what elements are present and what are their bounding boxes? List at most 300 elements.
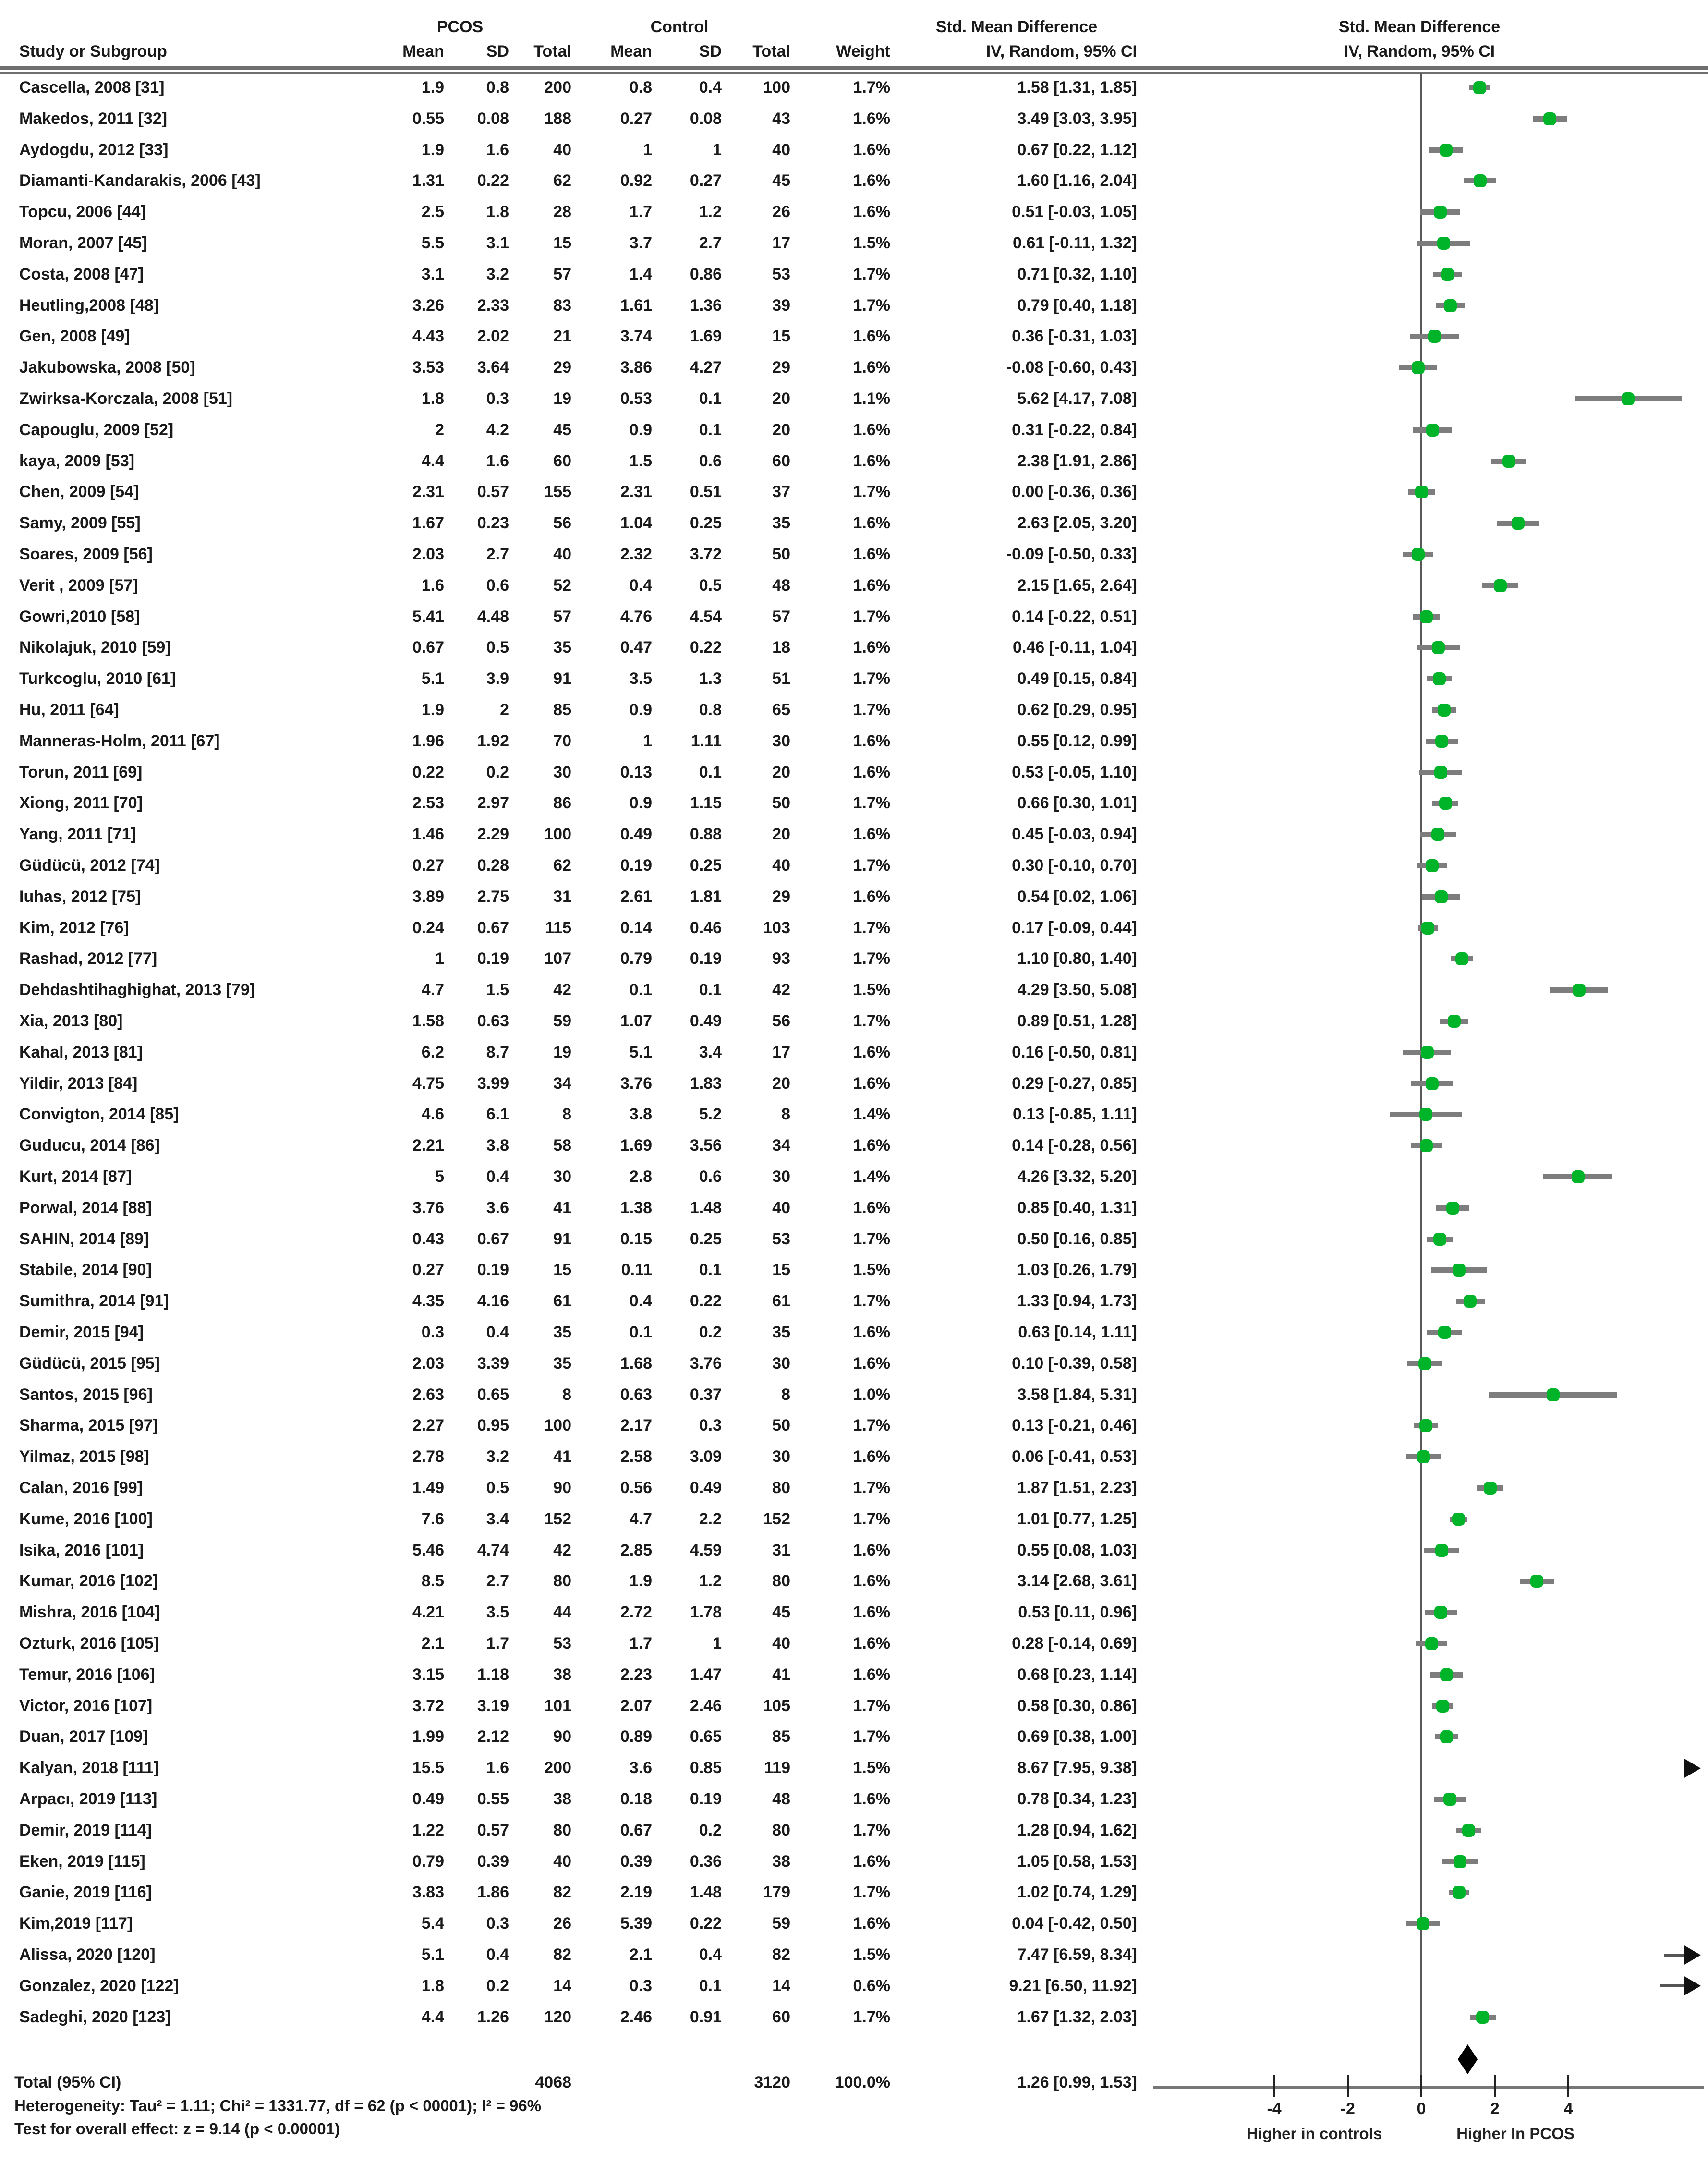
pcos-mean-cell: 3.15	[412, 1665, 444, 1684]
control-total-cell: 18	[772, 638, 790, 657]
smd-ci-cell: 2.15 [1.65, 2.64]	[1017, 576, 1137, 595]
smd-ci-cell: 0.14 [-0.28, 0.56]	[1012, 1136, 1137, 1155]
study-name-cell: Samy, 2009 [55]	[19, 514, 141, 533]
pcos-total-cell: 83	[553, 296, 571, 315]
control-mean-cell: 3.8	[629, 1105, 652, 1124]
control-mean-cell: 2.07	[620, 1696, 652, 1715]
pcos-sd-cell: 2	[500, 701, 509, 719]
control-total-cell: 14	[772, 1976, 790, 1995]
pcos-total-cell: 61	[553, 1292, 571, 1311]
control-sd-cell: 1.2	[699, 203, 722, 221]
point-estimate-marker	[1452, 1513, 1465, 1526]
control-sd-cell: 4.54	[690, 607, 722, 626]
control-total-cell: 30	[772, 731, 790, 750]
smd-ci-cell: -0.09 [-0.50, 0.33]	[1006, 545, 1137, 563]
pcos-mean-cell: 2.5	[421, 203, 444, 221]
study-row	[0, 165, 1708, 196]
smd-ci-cell: 1.28 [0.94, 1.62]	[1017, 1821, 1137, 1839]
pcos-sd-cell: 2.29	[477, 825, 509, 844]
study-row	[0, 1379, 1708, 1410]
pcos-total-cell: 120	[544, 2007, 571, 2026]
pcos-sd-cell: 0.39	[477, 1852, 509, 1871]
pcos-mean-cell: 4.43	[412, 327, 444, 346]
smd-ci-cell: 2.63 [2.05, 3.20]	[1017, 514, 1137, 533]
study-row	[0, 1970, 1708, 2002]
study-name-cell: Guducu, 2014 [86]	[19, 1136, 160, 1155]
pcos-total-cell: 41	[553, 1447, 571, 1466]
control-mean-cell: 3.76	[620, 1074, 652, 1093]
control-sd-cell: 0.1	[699, 1261, 722, 1279]
column-header-effect-ci: IV, Random, 95% CI	[986, 42, 1137, 61]
weight-cell: 0.6%	[853, 1976, 890, 1995]
control-sd-cell: 0.1	[699, 420, 722, 439]
smd-ci-cell: 0.36 [-0.31, 1.03]	[1012, 327, 1137, 346]
control-mean-cell: 0.13	[620, 763, 652, 781]
column-header-control-mean: Mean	[610, 42, 652, 61]
control-total-cell: 29	[772, 358, 790, 377]
control-mean-cell: 2.23	[620, 1665, 652, 1684]
pcos-total-cell: 45	[553, 420, 571, 439]
study-name-cell: Verit , 2009 [57]	[19, 576, 138, 595]
study-name-cell: Alissa, 2020 [120]	[19, 1945, 156, 1964]
group-header-pcos: PCOS	[436, 18, 484, 36]
pcos-mean-cell: 1	[435, 949, 444, 968]
control-mean-cell: 1.07	[620, 1012, 652, 1030]
control-sd-cell: 5.2	[699, 1105, 722, 1124]
x-axis-tick	[1567, 2075, 1569, 2097]
study-row	[0, 1752, 1708, 1784]
pcos-sd-cell: 3.8	[486, 1136, 509, 1155]
heterogeneity-text: Heterogeneity: Tau² = 1.11; Chi² = 1331.77, df = 62 (p < 00001); I² = 96%	[14, 2097, 542, 2115]
weight-cell: 1.6%	[853, 545, 890, 563]
weight-cell: 1.6%	[853, 451, 890, 470]
weight-cell: 1.7%	[853, 949, 890, 968]
smd-ci-cell: 4.26 [3.32, 5.20]	[1017, 1167, 1137, 1186]
control-total-cell: 35	[772, 1323, 790, 1341]
control-sd-cell: 4.59	[690, 1541, 722, 1559]
weight-cell: 1.6%	[853, 140, 890, 159]
pcos-mean-cell: 4.75	[412, 1074, 444, 1093]
weight-cell: 1.6%	[853, 1198, 890, 1217]
point-estimate-marker	[1439, 797, 1452, 810]
study-name-cell: Chen, 2009 [54]	[19, 483, 139, 501]
column-header-weight: Weight	[836, 42, 890, 61]
pcos-sd-cell: 3.4	[486, 1509, 509, 1528]
control-total-cell: 48	[772, 576, 790, 595]
control-total-cell: 20	[772, 763, 790, 781]
control-mean-cell: 0.47	[620, 638, 652, 657]
column-header-control-sd: SD	[699, 42, 722, 61]
control-total-cell: 40	[772, 1634, 790, 1653]
pcos-total-cell: 30	[553, 1167, 571, 1186]
control-mean-cell: 0.63	[620, 1385, 652, 1404]
study-name-cell: Makedos, 2011 [32]	[19, 109, 168, 128]
pcos-mean-cell: 1.46	[412, 825, 444, 844]
control-total-cell: 50	[772, 794, 790, 813]
smd-ci-cell: 0.50 [0.16, 0.85]	[1017, 1229, 1137, 1248]
pcos-total-cell: 101	[544, 1696, 571, 1715]
study-row	[0, 1784, 1708, 1815]
study-name-cell: Gowri,2010 [58]	[19, 607, 140, 626]
study-row	[0, 694, 1708, 726]
control-mean-cell: 2.17	[620, 1416, 652, 1435]
pcos-total-cell: 82	[553, 1945, 571, 1964]
weight-cell: 1.7%	[853, 1821, 890, 1839]
pcos-total-cell: 19	[553, 1043, 571, 1061]
pcos-total-cell: 188	[544, 109, 571, 128]
smd-ci-cell: 0.31 [-0.22, 0.84]	[1012, 420, 1137, 439]
pcos-total-cell: 82	[553, 1883, 571, 1902]
pcos-mean-cell: 2.1	[421, 1634, 444, 1653]
study-row	[0, 72, 1708, 103]
control-sd-cell: 1.48	[690, 1198, 722, 1217]
study-name-cell: Dehdashtihaghighat, 2013 [79]	[19, 981, 255, 999]
pcos-sd-cell: 3.1	[486, 234, 509, 252]
study-row	[0, 1877, 1708, 1908]
pcos-sd-cell: 2.7	[486, 545, 509, 563]
control-sd-cell: 3.72	[690, 545, 722, 563]
smd-ci-cell: 8.67 [7.95, 9.38]	[1017, 1759, 1137, 1777]
study-name-cell: Diamanti-Kandarakis, 2006 [43]	[19, 171, 261, 190]
study-name-cell: Kume, 2016 [100]	[19, 1509, 153, 1528]
control-sd-cell: 3.4	[699, 1043, 722, 1061]
control-total-cell: 42	[772, 981, 790, 999]
pcos-mean-cell: 2	[435, 420, 444, 439]
pcos-total-cell: 58	[553, 1136, 571, 1155]
smd-ci-cell: 0.66 [0.30, 1.01]	[1017, 794, 1137, 813]
point-estimate-marker	[1420, 610, 1433, 623]
weight-cell: 1.6%	[853, 1541, 890, 1559]
pcos-sd-cell: 1.6	[486, 451, 509, 470]
axis-label-right: Higher In PCOS	[1456, 2125, 1575, 2142]
x-axis-tick	[1494, 2075, 1496, 2097]
pcos-mean-cell: 0.3	[421, 1323, 444, 1341]
weight-cell: 1.6%	[853, 576, 890, 595]
study-name-cell: Porwal, 2014 [88]	[19, 1198, 152, 1217]
pcos-mean-cell: 1.6	[421, 576, 444, 595]
control-total-cell: 34	[772, 1136, 790, 1155]
study-row	[0, 1659, 1708, 1690]
weight-cell: 1.7%	[853, 918, 890, 937]
pcos-sd-cell: 3.99	[477, 1074, 509, 1093]
control-mean-cell: 0.9	[629, 794, 652, 813]
pcos-total-cell: 29	[553, 358, 571, 377]
control-sd-cell: 1.47	[690, 1665, 722, 1684]
control-sd-cell: 0.88	[690, 825, 722, 844]
control-total-cell: 82	[772, 1945, 790, 1964]
weight-cell: 1.6%	[853, 420, 890, 439]
control-mean-cell: 0.56	[620, 1479, 652, 1497]
x-axis-tick	[1420, 2075, 1422, 2097]
pcos-mean-cell: 2.21	[412, 1136, 444, 1155]
study-name-cell: Rashad, 2012 [77]	[19, 949, 157, 968]
study-name-cell: Temur, 2016 [106]	[19, 1665, 155, 1684]
control-total-cell: 45	[772, 1603, 790, 1622]
control-mean-cell: 3.7	[629, 234, 652, 252]
control-sd-cell: 1.36	[690, 296, 722, 315]
control-mean-cell: 1.04	[620, 514, 652, 533]
pcos-sd-cell: 0.8	[486, 78, 509, 97]
control-total-cell: 20	[772, 420, 790, 439]
control-total-cell: 31	[772, 1541, 790, 1559]
weight-cell: 1.6%	[853, 109, 890, 128]
pcos-sd-cell: 0.22	[477, 171, 509, 190]
control-sd-cell: 0.2	[699, 1821, 722, 1839]
control-mean-cell: 1.9	[629, 1572, 652, 1591]
control-mean-cell: 0.92	[620, 171, 652, 190]
point-estimate-marker	[1433, 672, 1446, 685]
control-total-cell: 50	[772, 1416, 790, 1435]
smd-ci-cell: 0.13 [-0.85, 1.11]	[1013, 1105, 1137, 1124]
weight-cell: 1.7%	[853, 2007, 890, 2026]
pcos-mean-cell: 2.27	[412, 1416, 444, 1435]
control-total-cell: 41	[772, 1665, 790, 1684]
study-row	[0, 1815, 1708, 1846]
control-sd-cell: 0.1	[699, 1976, 722, 1995]
weight-cell: 1.5%	[853, 981, 890, 999]
axis-label-left: Higher in controls	[1246, 2125, 1382, 2142]
point-estimate-marker	[1476, 2011, 1489, 2024]
study-name-cell: Hu, 2011 [64]	[19, 701, 119, 719]
pcos-sd-cell: 2.02	[477, 327, 509, 346]
smd-ci-cell: 3.14 [2.68, 3.61]	[1017, 1572, 1137, 1591]
control-sd-cell: 0.25	[690, 1229, 722, 1248]
smd-ci-cell: 0.62 [0.29, 0.95]	[1017, 701, 1137, 719]
pcos-sd-cell: 0.67	[477, 1229, 509, 1248]
pcos-sd-cell: 3.5	[486, 1603, 509, 1622]
study-name-cell: Turkcoglu, 2010 [61]	[19, 669, 176, 688]
pcos-sd-cell: 1.92	[477, 731, 509, 750]
pcos-total-cell: 80	[553, 1821, 571, 1839]
control-mean-cell: 1.61	[620, 296, 652, 315]
smd-ci-cell: 1.58 [1.31, 1.85]	[1017, 78, 1137, 97]
smd-ci-cell: 0.55 [0.12, 0.99]	[1017, 731, 1137, 750]
point-estimate-marker	[1419, 1108, 1432, 1121]
weight-cell: 1.7%	[853, 78, 890, 97]
weight-cell: 1.1%	[853, 389, 890, 408]
total-row	[0, 2067, 1708, 2098]
pcos-mean-cell: 4.35	[412, 1292, 444, 1311]
point-estimate-marker	[1455, 952, 1468, 965]
column-header-pcos-sd: SD	[486, 42, 509, 61]
pcos-mean-cell: 3.26	[412, 296, 444, 315]
study-row	[0, 290, 1708, 321]
weight-cell: 1.6%	[853, 1572, 890, 1591]
smd-ci-cell: 1.60 [1.16, 2.04]	[1017, 171, 1137, 190]
control-total-cell: 35	[772, 514, 790, 533]
pcos-total-cell: 200	[544, 1759, 571, 1777]
pcos-total-cell: 60	[553, 451, 571, 470]
study-name-cell: Ganie, 2019 [116]	[19, 1883, 152, 1902]
control-sd-cell: 0.6	[699, 1167, 722, 1186]
pcos-mean-cell: 3.72	[412, 1696, 444, 1715]
pcos-sd-cell: 2.12	[477, 1727, 509, 1746]
smd-ci-cell: 0.30 [-0.10, 0.70]	[1012, 856, 1137, 875]
study-row	[0, 757, 1708, 788]
pcos-mean-cell: 1.9	[421, 140, 444, 159]
smd-ci-cell: 0.55 [0.08, 1.03]	[1017, 1541, 1137, 1559]
smd-ci-cell: 1.67 [1.32, 2.03]	[1017, 2007, 1137, 2026]
pcos-mean-cell: 0.55	[412, 109, 444, 128]
smd-ci-cell: 3.49 [3.03, 3.95]	[1017, 109, 1137, 128]
plot-subtitle: IV, Random, 95% CI	[1344, 42, 1495, 61]
control-mean-cell: 4.7	[629, 1509, 652, 1528]
control-sd-cell: 0.37	[690, 1385, 722, 1404]
control-sd-cell: 0.65	[690, 1727, 722, 1746]
study-name-cell: Aydogdu, 2012 [33]	[19, 140, 169, 159]
control-total-cell: 30	[772, 1167, 790, 1186]
pcos-total-cell: 41	[553, 1198, 571, 1217]
control-sd-cell: 0.22	[690, 1292, 722, 1311]
point-estimate-marker	[1474, 174, 1487, 187]
control-sd-cell: 0.6	[699, 451, 722, 470]
pcos-sd-cell: 2.97	[477, 794, 509, 813]
pcos-mean-cell: 1.8	[421, 389, 444, 408]
pcos-mean-cell: 2.03	[412, 545, 444, 563]
study-row	[0, 1721, 1708, 1752]
pcos-sd-cell: 0.57	[477, 1821, 509, 1839]
control-sd-cell: 1.83	[690, 1074, 722, 1093]
pcos-total-cell: 42	[553, 1541, 571, 1559]
pcos-mean-cell: 3.83	[412, 1883, 444, 1902]
weight-cell: 1.6%	[853, 358, 890, 377]
study-name-cell: Güdücü, 2012 [74]	[19, 856, 160, 875]
x-axis-tick-label: 4	[1563, 2100, 1573, 2118]
study-name-cell: Demir, 2015 [94]	[19, 1323, 144, 1341]
smd-ci-cell: 1.01 [0.77, 1.25]	[1017, 1509, 1137, 1528]
control-sd-cell: 0.1	[699, 389, 722, 408]
pcos-sd-cell: 0.19	[477, 949, 509, 968]
weight-cell: 1.6%	[853, 1447, 890, 1466]
control-sd-cell: 2.2	[699, 1509, 722, 1528]
control-total-cell: 100	[763, 78, 790, 97]
smd-ci-cell: 0.85 [0.40, 1.31]	[1017, 1198, 1137, 1217]
pcos-total-cell: 62	[553, 856, 571, 875]
control-total-cell: 40	[772, 856, 790, 875]
study-name-cell: Eken, 2019 [115]	[19, 1852, 145, 1871]
study-row	[0, 1690, 1708, 1722]
control-mean-cell: 0.8	[629, 78, 652, 97]
point-estimate-marker	[1446, 1202, 1459, 1215]
smd-ci-cell: 0.54 [0.02, 1.06]	[1017, 887, 1137, 906]
study-row	[0, 601, 1708, 632]
study-name-cell: Kumar, 2016 [102]	[19, 1572, 158, 1591]
pcos-mean-cell: 1.31	[412, 171, 444, 190]
study-row	[0, 881, 1708, 912]
pcos-sd-cell: 1.26	[477, 2007, 509, 2026]
pcos-mean-cell: 0.27	[412, 1261, 444, 1279]
control-total-cell: 17	[772, 234, 790, 252]
pcos-total-cell: 52	[553, 576, 571, 595]
control-mean-cell: 0.9	[629, 420, 652, 439]
smd-ci-cell: 0.51 [-0.03, 1.05]	[1012, 203, 1137, 221]
pcos-total-cell: 53	[553, 1634, 571, 1653]
control-total-cell: 53	[772, 265, 790, 283]
study-name-cell: Demir, 2019 [114]	[19, 1821, 152, 1839]
pcos-total-cell: 28	[553, 203, 571, 221]
study-row	[0, 1254, 1708, 1286]
control-mean-cell: 0.49	[620, 825, 652, 844]
pcos-total-cell: 91	[553, 669, 571, 688]
study-name-cell: Moran, 2007 [45]	[19, 234, 147, 252]
control-total-cell: 15	[772, 1261, 790, 1279]
smd-ci-cell: 1.03 [0.26, 1.79]	[1017, 1261, 1137, 1279]
pcos-mean-cell: 2.03	[412, 1354, 444, 1373]
control-total-cell: 17	[772, 1043, 790, 1061]
pcos-sd-cell: 8.7	[486, 1043, 509, 1061]
control-mean-cell: 0.11	[621, 1261, 652, 1279]
weight-cell: 1.7%	[853, 1696, 890, 1715]
pcos-total-cell: 21	[553, 327, 571, 346]
study-row	[0, 912, 1708, 944]
pcos-sd-cell: 0.4	[486, 1323, 509, 1341]
pcos-total-cell: 115	[545, 918, 571, 937]
control-mean-cell: 0.9	[629, 701, 652, 719]
pcos-total-cell: 34	[553, 1074, 571, 1093]
smd-ci-cell: 0.68 [0.23, 1.14]	[1017, 1665, 1137, 1684]
point-estimate-marker	[1572, 1170, 1585, 1183]
pcos-total-cell: 30	[553, 763, 571, 781]
point-estimate-marker	[1453, 1264, 1466, 1277]
weight-cell: 1.7%	[853, 856, 890, 875]
smd-ci-cell: 0.89 [0.51, 1.28]	[1017, 1012, 1137, 1030]
pcos-sd-cell: 1.6	[486, 1759, 509, 1777]
x-axis-tick	[1273, 2075, 1275, 2097]
weight-cell: 1.7%	[853, 1012, 890, 1030]
study-row	[0, 1846, 1708, 1877]
study-name-cell: Cascella, 2008 [31]	[19, 78, 165, 97]
control-sd-cell: 0.8	[699, 701, 722, 719]
pcos-sd-cell: 3.39	[477, 1354, 509, 1373]
total-smd-ci-cell: 1.26 [0.99, 1.53]	[1017, 2073, 1137, 2091]
control-sd-cell: 1.69	[690, 327, 722, 346]
control-mean-cell: 5.1	[629, 1043, 652, 1061]
pcos-sd-cell: 0.08	[477, 109, 509, 128]
pcos-total-cell: 57	[553, 607, 571, 626]
weight-cell: 1.7%	[853, 1509, 890, 1528]
weight-cell: 1.5%	[853, 1261, 890, 1279]
pcos-total-cell: 15	[553, 1261, 571, 1279]
control-sd-cell: 0.25	[690, 856, 722, 875]
control-sd-cell: 0.85	[690, 1759, 722, 1777]
control-mean-cell: 3.74	[620, 327, 652, 346]
weight-cell: 1.7%	[853, 794, 890, 813]
control-mean-cell: 0.67	[620, 1821, 652, 1839]
smd-ci-cell: 0.04 [-0.42, 0.50]	[1012, 1914, 1137, 1933]
control-mean-cell: 2.32	[620, 545, 652, 563]
point-estimate-marker	[1512, 517, 1525, 530]
pcos-sd-cell: 3.6	[486, 1198, 509, 1217]
point-estimate-marker	[1426, 424, 1439, 437]
weight-cell: 1.5%	[853, 1759, 890, 1777]
weight-cell: 1.6%	[853, 327, 890, 346]
control-mean-cell: 0.1	[629, 981, 652, 999]
pcos-total-cell: 19	[553, 389, 571, 408]
pcos-sd-cell: 4.48	[477, 607, 509, 626]
weight-cell: 1.7%	[853, 1229, 890, 1248]
pcos-sd-cell: 0.3	[486, 1914, 509, 1933]
smd-ci-cell: 1.33 [0.94, 1.73]	[1017, 1292, 1137, 1311]
pcos-total-cell: 80	[553, 1572, 571, 1591]
point-estimate-marker	[1435, 735, 1448, 748]
weight-cell: 1.6%	[853, 1914, 890, 1933]
control-sd-cell: 1.15	[690, 794, 722, 813]
control-total-cell: 26	[772, 203, 790, 221]
control-mean-cell: 3.5	[629, 669, 652, 688]
control-total-cell: 60	[772, 2007, 790, 2026]
control-mean-cell: 3.86	[620, 358, 652, 377]
control-sd-cell: 1	[713, 1634, 722, 1653]
